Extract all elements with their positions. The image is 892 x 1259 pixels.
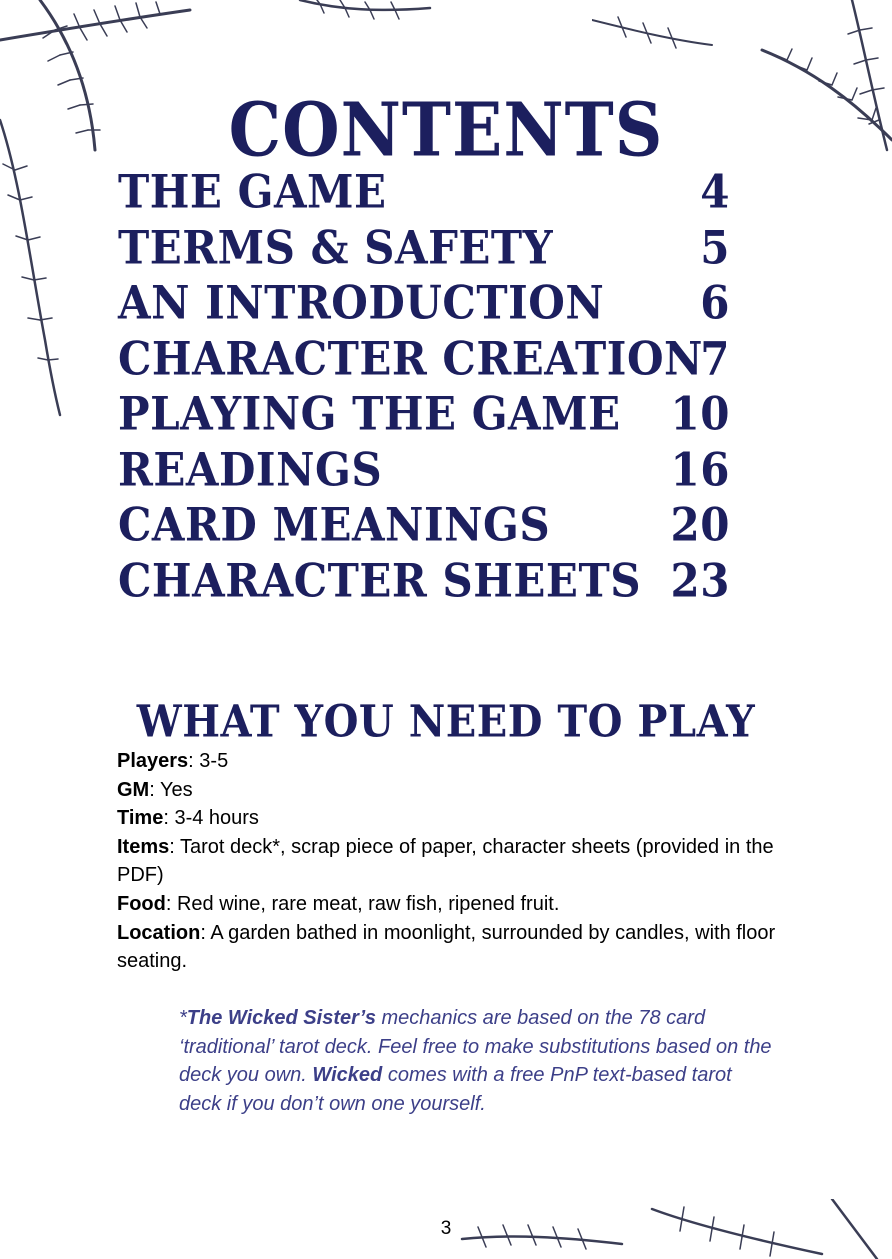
toc-entry[interactable] [118,217,730,278]
requirement-key: GM [117,778,150,801]
requirement-key: Location [117,921,201,944]
toc-entry-label: CARD MEANINGS [118,497,551,552]
toc-entry-page: 4 [700,164,730,219]
footnote-text: mechanics are based on the 78 card ‘traditional’ tarot deck. Feel free to make substitutions based on the deck you own. [179,1007,772,1086]
requirement-value: : 3-4 hours [163,807,259,830]
toc-entry-label: AN INTRODUCTION [118,275,605,330]
footnote-text-end: comes with a free PnP text-based tarot deck if you don’t own one yourself. [179,1064,732,1115]
table-of-contents [118,164,730,608]
footnote-title: The Wicked Sister’s [186,1007,376,1029]
toc-entry-page: 7 [700,331,730,385]
toc-entry[interactable] [118,328,730,389]
toc-entry[interactable] [118,161,730,222]
toc-entry-page: 20 [670,497,730,552]
requirement-item [117,890,797,919]
footnote-wicked: Wicked [312,1064,383,1086]
toc-entry-page: 6 [700,275,730,330]
toc-entry-page: 10 [670,386,730,441]
requirement-key: Players [117,750,189,772]
section-heading: WHAT YOU NEED TO PLAY [136,696,756,748]
requirement-item [117,833,797,890]
requirement-value: : Tarot deck*, scrap piece of paper, character sheets (provided in the PDF) [117,835,774,887]
requirement-value: : Yes [149,778,193,801]
toc-entry-page: 23 [670,553,730,607]
requirement-item [117,747,797,776]
toc-entry[interactable] [118,550,730,611]
requirement-key: Time [117,807,164,830]
requirement-value: : 3-5 [188,750,229,772]
toc-entry-label: PLAYING THE GAME [118,386,621,441]
toc-entry-label: TERMS & SAFETY [118,220,554,274]
toc-entry[interactable] [118,439,730,500]
requirements-list [117,747,797,976]
requirement-value: : A garden bathed in moonlight, surrounded by candles, with floor seating. [117,921,776,973]
toc-entry[interactable] [118,383,730,444]
requirement-item [117,776,797,805]
requirement-key: Food [117,892,166,915]
toc-entry-label: CHARACTER CREATION [118,331,703,385]
toc-entry-page: 5 [700,220,730,274]
page-number: 3 [440,1218,452,1239]
toc-entry-label: CHARACTER SHEETS [118,553,642,607]
toc-entry-page: 16 [670,442,730,496]
requirement-item [117,919,797,976]
tarot-footnote [179,1004,779,1118]
requirement-value: : Red wine, rare meat, raw fish, ripened fruit. [165,892,560,915]
requirement-key: Items [117,835,170,858]
contents-title: CONTENTS [228,86,664,174]
toc-entry[interactable] [118,494,730,555]
toc-entry-label: THE GAME [118,164,387,219]
requirement-item [117,804,797,833]
footnote-asterisk: * [179,1007,187,1029]
toc-entry-label: READINGS [118,442,383,496]
toc-entry[interactable] [118,272,730,333]
